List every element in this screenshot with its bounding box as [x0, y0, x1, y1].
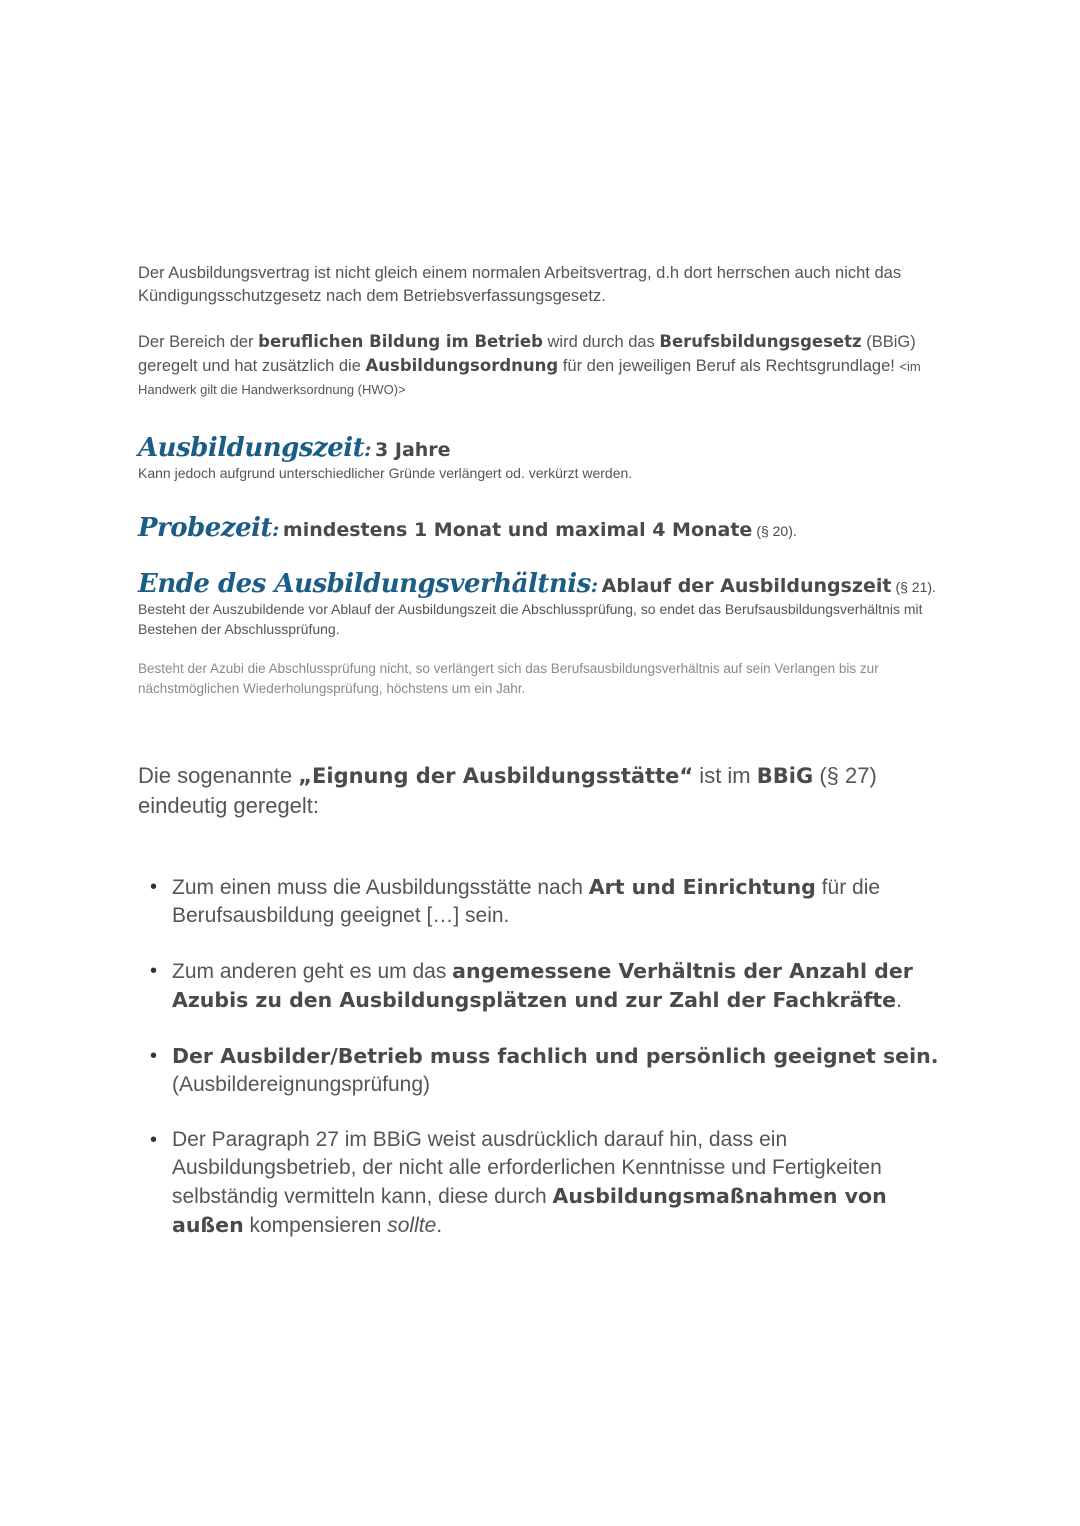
term-ausbildungsordnung: Ausbildungsordnung	[365, 356, 559, 375]
list-item: • Der Ausbilder/Betrieb muss fachlich und persönlich geeignet sein. (Ausbildereignungsprüfung)	[150, 1044, 939, 1096]
probezeit-heading: Probezeit : mindestens 1 Monat und maximal 4 Monate (§ 20).	[138, 513, 797, 543]
eignung-bullet-list	[138, 873, 958, 1240]
ausbildungszeit-label: Ausbildungszeit	[138, 433, 365, 463]
list-item: • Zum anderen geht es um das angemessene Verhältnis der Anzahl der Azubis zu den Ausbildungsplätzen und zur Zahl der Fachkräfte.	[150, 959, 913, 1012]
term-berufliche-bildung: beruflichen Bildung im Betrieb	[258, 332, 543, 351]
bullet-icon: •	[150, 876, 158, 898]
term-eignung: „Eignung der Ausbildungsstätte“	[298, 764, 694, 788]
ende-paragraph: (§ 21).	[895, 579, 936, 595]
ausbildungszeit-heading: Ausbildungszeit : 3 Jahre	[138, 433, 451, 463]
ausbildungszeit-value: 3 Jahre	[375, 439, 451, 461]
ende-note-1: Besteht der Auszubildende vor Ablauf der Ausbildungszeit die Abschlussprüfung, so endet das Berufsausbildungsverhältnis mit Bestehen der Abschlussprüfung.	[138, 601, 923, 637]
ende-heading: Ende des Ausbildungsverhältnis : Ablauf der Ausbildungszeit (§ 21).	[138, 569, 936, 599]
bullet-icon: •	[150, 1045, 158, 1067]
ende-note-2: Besteht der Azubi die Abschlussprüfung nicht, so verlängert sich das Berufsausbildungsverhältnis auf sein Verlangen bis zur nächstmöglichen Wiederholungsprüfung, höchstens um ein Jahr.	[138, 661, 879, 696]
ende-label: Ende des Ausbildungsverhältnis	[138, 569, 591, 599]
handwerk-note: <im Handwerk gilt die Handwerksordnung (HWO)>	[138, 359, 921, 397]
probezeit-value: mindestens 1 Monat und maximal 4 Monate	[282, 519, 753, 541]
bullet-icon: •	[150, 1129, 158, 1151]
list-item: • Der Paragraph 27 im BBiG weist ausdrücklich darauf hin, dass ein Ausbildungsbetrieb, der nicht alle erforderlichen Kenntnisse und Fertigkeiten selbständig vermitteln kann, diese durch Ausbildungsmaßnahmen von außen kompensieren sollte.	[150, 1128, 887, 1237]
ausbildungszeit-note: Kann jedoch aufgrund unterschiedlicher Gründe verlängert od. verkürzt werden.	[138, 465, 633, 481]
term-berufsbildungsgesetz: Berufsbildungsgesetz	[659, 332, 862, 351]
eignung-paragraph: Die sogenannte „Eignung der Ausbildungsstätte“ ist im BBiG (§ 27) eindeutig geregelt:	[138, 763, 877, 818]
probezeit-label: Probezeit	[138, 513, 273, 543]
document-page	[138, 262, 958, 1267]
probezeit-paragraph: (§ 20).	[756, 523, 797, 539]
bullet-icon: •	[150, 960, 158, 982]
term-bbig: BBiG	[756, 764, 814, 788]
ende-value: Ablauf der Ausbildungszeit	[601, 575, 892, 597]
list-item: • Zum einen muss die Ausbildungsstätte nach Art und Einrichtung für die Berufsausbildung geeignet […] sein.	[150, 875, 881, 927]
intro-paragraph-1: Der Ausbildungsvertrag ist nicht gleich einem normalen Arbeitsvertrag, d.h dort herrschen auch nicht das Kündigungsschutzgesetz nach dem Betriebsverfassungsgesetz.	[138, 264, 902, 305]
intro-paragraph-2: Der Bereich der beruflichen Bildung im Betrieb wird durch das Berufsbildungsgesetz (BBiG) geregelt und hat zusätzlich die Ausbildungsordnung für den jeweiligen Beruf als Rechtsgrundlage! <im Handwerk gilt die Handwerksordnung (HWO)>	[138, 332, 921, 397]
